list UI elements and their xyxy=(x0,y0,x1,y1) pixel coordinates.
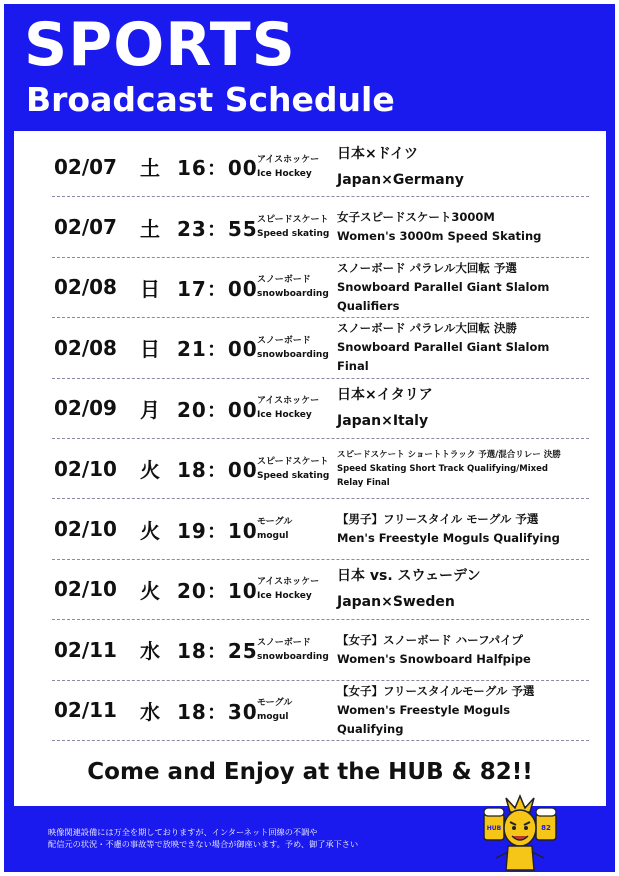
disclaimer-line: 映像関連設備には万全を期しておりますが、インターネット回線の不調や xyxy=(48,827,318,837)
schedule-row xyxy=(52,681,589,741)
row-time: 21：00 xyxy=(177,337,258,362)
row-date: 02/10 xyxy=(54,517,117,542)
sport-name-en: Speed skating xyxy=(257,229,330,240)
row-day-of-week: 水 xyxy=(140,699,160,724)
poster xyxy=(4,4,615,872)
schedule-row xyxy=(52,137,589,197)
row-event xyxy=(337,620,589,679)
sport-name-en: snowboarding xyxy=(257,651,329,662)
event-line: 日本 vs. スウェーデン xyxy=(337,568,481,585)
row-sport xyxy=(257,197,329,256)
sport-name-jp: スノーボード xyxy=(257,335,311,346)
event-line: 【女子】フリースタイルモーグル 予選 xyxy=(337,683,535,698)
row-sport xyxy=(257,258,329,317)
event-line: Final xyxy=(337,359,369,374)
schedule-row xyxy=(52,258,589,318)
sport-name-en: snowboarding xyxy=(257,349,329,360)
row-sport xyxy=(257,439,329,498)
event-line: スノーボード パラレル大回転 予選 xyxy=(337,260,517,275)
page-subtitle: Broadcast Schedule xyxy=(26,80,395,119)
row-day-of-week: 土 xyxy=(140,216,160,241)
row-time: 19：10 xyxy=(177,518,258,543)
row-day-of-week: 日 xyxy=(140,337,160,362)
sport-name-en: Ice Hockey xyxy=(257,591,312,602)
row-sport xyxy=(257,681,292,740)
row-date: 02/11 xyxy=(54,698,117,723)
event-line: スノーボード パラレル大回転 決勝 xyxy=(337,321,517,336)
schedule-row xyxy=(52,197,589,257)
event-line: Men's Freestyle Moguls Qualifying xyxy=(337,531,560,546)
event-line: Snowboard Parallel Giant Slalom xyxy=(337,279,550,294)
event-line: Relay Final xyxy=(337,477,390,488)
event-line: Japan×Sweden xyxy=(337,594,455,611)
row-sport xyxy=(257,620,329,679)
page-title: SPORTS xyxy=(24,10,296,80)
row-sport xyxy=(257,499,292,558)
row-event xyxy=(337,499,589,558)
sport-name-jp: アイスホッケー xyxy=(257,577,320,588)
schedule-row xyxy=(52,620,589,680)
event-line: Speed Skating Short Track Qualifying/Mixed xyxy=(337,463,548,474)
mug-label: 82 xyxy=(541,824,551,832)
row-time: 17：00 xyxy=(177,276,258,301)
event-line: Women's Snowboard Halfpipe xyxy=(337,651,531,666)
row-time: 18：25 xyxy=(177,639,258,664)
mascot-with-beer-icon xyxy=(482,792,558,874)
schedule-row xyxy=(52,499,589,559)
row-event xyxy=(337,379,589,438)
sport-name-jp: アイスホッケー xyxy=(257,396,320,407)
sport-name-en: mogul xyxy=(257,712,289,723)
row-date: 02/11 xyxy=(54,637,117,662)
sport-name-jp: モーグル xyxy=(257,517,293,528)
row-event xyxy=(337,258,589,317)
row-event xyxy=(337,560,589,619)
schedule-row xyxy=(52,318,589,378)
event-line: Women's Freestyle Moguls xyxy=(337,702,511,717)
row-date: 02/10 xyxy=(54,456,117,481)
sport-name-jp: スピードスケート xyxy=(257,215,329,226)
row-date: 02/07 xyxy=(54,215,117,240)
row-event xyxy=(337,439,589,498)
schedule-panel xyxy=(14,131,606,806)
row-time: 23：55 xyxy=(177,216,258,241)
event-line: Snowboard Parallel Giant Slalom xyxy=(337,340,550,355)
disclaimer xyxy=(48,826,358,850)
event-line: Japan×Italy xyxy=(337,413,429,430)
event-line: 【男子】フリースタイル モーグル 予選 xyxy=(337,512,539,527)
row-time: 20：10 xyxy=(177,578,258,603)
row-day-of-week: 火 xyxy=(140,578,160,603)
sport-name-jp: スノーボード xyxy=(257,637,311,648)
row-day-of-week: 水 xyxy=(140,639,160,664)
event-line: Qualifiers xyxy=(337,298,400,313)
row-date: 02/10 xyxy=(54,577,117,602)
row-sport xyxy=(257,379,319,438)
row-date: 02/08 xyxy=(54,275,117,300)
row-day-of-week: 土 xyxy=(140,156,160,181)
row-date: 02/07 xyxy=(54,154,117,179)
sport-name-en: Speed skating xyxy=(257,470,330,481)
sport-name-en: snowboarding xyxy=(257,289,329,300)
row-day-of-week: 火 xyxy=(140,458,160,483)
row-event xyxy=(337,318,589,377)
row-time: 16：00 xyxy=(177,156,258,181)
event-line: Japan×Germany xyxy=(337,171,464,188)
event-line: 日本×イタリア xyxy=(337,387,433,404)
event-line: Women's 3000m Speed Skating xyxy=(337,229,542,244)
row-date: 02/09 xyxy=(54,396,117,421)
sport-name-en: Ice Hockey xyxy=(257,168,312,179)
schedule-list xyxy=(52,137,589,741)
event-line: スピードスケート ショートトラック 予選/混合リレー 決勝 xyxy=(337,449,561,460)
row-time: 20：00 xyxy=(177,397,258,422)
row-sport xyxy=(257,137,319,196)
row-day-of-week: 月 xyxy=(140,397,160,422)
call-to-action: Come and Enjoy at the HUB & 82!! xyxy=(87,759,533,785)
row-sport xyxy=(257,560,319,619)
sport-name-jp: アイスホッケー xyxy=(257,154,320,165)
event-line: 日本×ドイツ xyxy=(337,145,419,162)
row-event xyxy=(337,137,589,196)
sport-name-en: Ice Hockey xyxy=(257,410,312,421)
sport-name-jp: スピードスケート xyxy=(257,456,329,467)
sport-name-jp: モーグル xyxy=(257,698,293,709)
event-line: Qualifying xyxy=(337,721,404,736)
mug-label: HUB xyxy=(486,825,502,832)
row-event xyxy=(337,197,589,256)
row-day-of-week: 火 xyxy=(140,518,160,543)
event-line: 【女子】スノーボード ハーフパイプ xyxy=(337,632,523,647)
event-line: 女子スピードスケート3000M xyxy=(337,210,495,225)
schedule-row xyxy=(52,379,589,439)
sport-name-en: mogul xyxy=(257,531,289,542)
sport-name-jp: スノーボード xyxy=(257,275,311,286)
row-time: 18：30 xyxy=(177,699,258,724)
schedule-row xyxy=(52,560,589,620)
row-date: 02/08 xyxy=(54,335,117,360)
row-event xyxy=(337,681,589,740)
row-day-of-week: 日 xyxy=(140,276,160,301)
disclaimer-line: 配信元の状況・不慮の事故等で放映できない場合が御座います。予め、御了承下さい xyxy=(48,839,359,849)
row-time: 18：00 xyxy=(177,458,258,483)
row-sport xyxy=(257,318,329,377)
schedule-row xyxy=(52,439,589,499)
